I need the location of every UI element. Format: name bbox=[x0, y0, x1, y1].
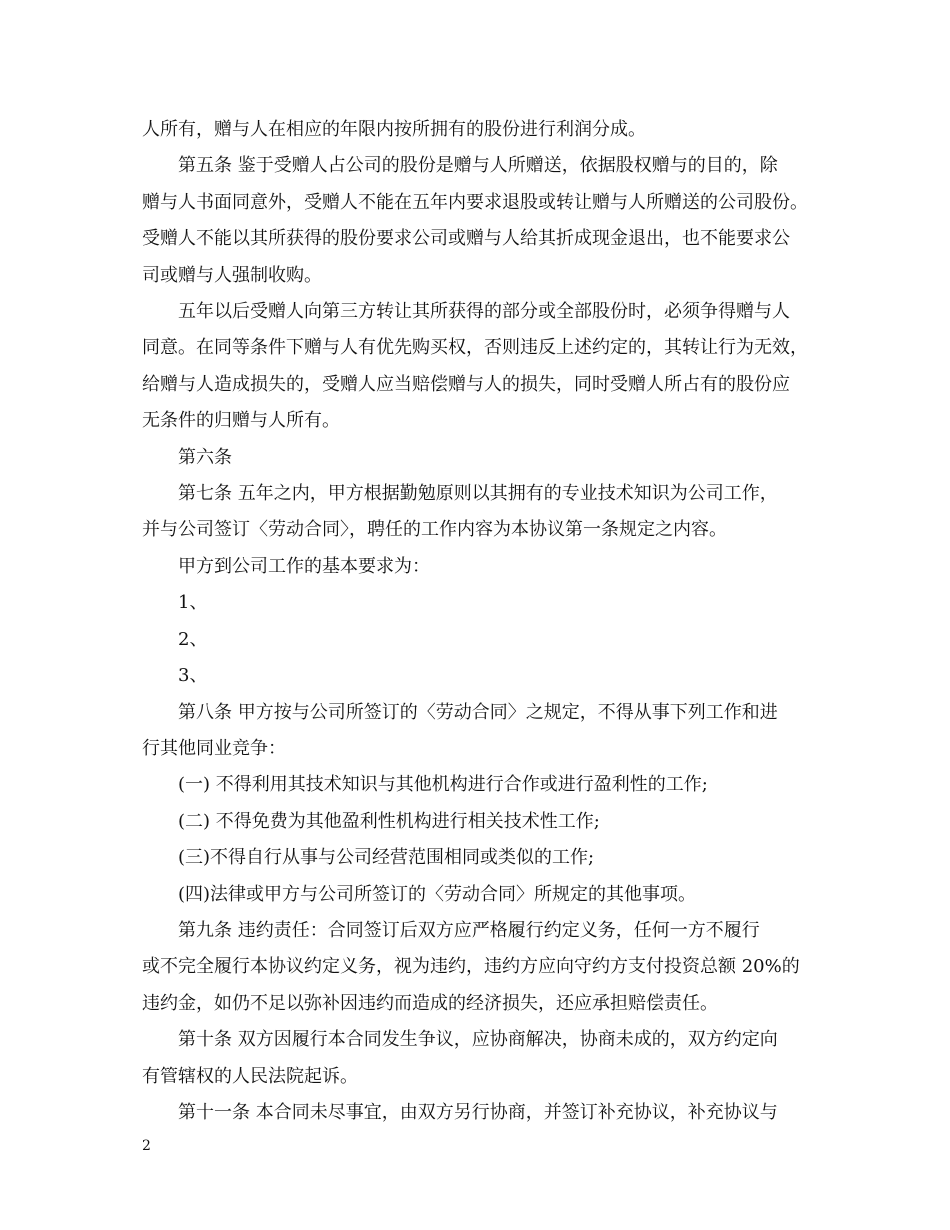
document-body bbox=[142, 112, 814, 1131]
text-line: 司或赠与人强制收购。 bbox=[142, 264, 322, 286]
text-line: 甲方到公司工作的基本要求为： bbox=[142, 555, 430, 577]
text-line: 有管辖权的人民法院起诉。 bbox=[142, 1065, 358, 1087]
text-line: (一) 不得利用其技术知识与其他机构进行合作或进行盈利性的工作; bbox=[142, 774, 708, 796]
text-line: 赠与人书面同意外，受赠人不能在五年内要求退股或转让赠与人所赠送的公司股份。 bbox=[142, 191, 808, 213]
text-line: 五年以后受赠人向第三方转让其所获得的部分或全部股份时，必须争得赠与人 bbox=[142, 301, 790, 323]
text-line: 或不完全履行本协议约定义务，视为违约，违约方应向守约方支付投资总额 20%的 bbox=[142, 956, 800, 978]
text-line: 人所有，赠与人在相应的年限内按所拥有的股份进行利润分成。 bbox=[142, 119, 646, 140]
text-line: 第八条 甲方按与公司所签订的〈劳动合同〉之规定，不得从事下列工作和进 bbox=[142, 701, 778, 723]
text-line: (四)法律或甲方与公司所签订的〈劳动合同〉所规定的其他事项。 bbox=[142, 883, 697, 905]
text-line: 同意。在同等条件下赠与人有优先购买权，否则违反上述约定的，其转让行为无效， bbox=[142, 337, 808, 359]
text-line: 无条件的归赠与人所有。 bbox=[142, 410, 340, 432]
text-line: 第五条 鉴于受赠人占公司的股份是赠与人所赠送，依据股权赠与的目的，除 bbox=[142, 155, 778, 177]
text-line: 行其他同业竞争： bbox=[142, 737, 286, 759]
text-line: 3、 bbox=[142, 665, 208, 687]
text-line: 给赠与人造成损失的，受赠人应当赔偿赠与人的损失，同时受赠人所占有的股份应 bbox=[142, 373, 790, 395]
page-number: 2 bbox=[142, 1138, 151, 1154]
text-line: 受赠人不能以其所获得的股份要求公司或赠与人给其折成现金退出，也不能要求公 bbox=[142, 228, 790, 250]
text-line: 第六条 bbox=[142, 446, 232, 468]
text-line: 违约金，如仍不足以弥补因违约而造成的经济损失，还应承担赔偿责任。 bbox=[142, 992, 718, 1014]
text-line: 第七条 五年之内，甲方根据勤勉原则以其拥有的专业技术知识为公司工作， bbox=[142, 483, 778, 505]
text-line: 2、 bbox=[142, 628, 208, 650]
text-line: 1、 bbox=[142, 592, 208, 614]
text-line: 第十一条 本合同未尽事宜，由双方另行协商，并签订补充协议，补充协议与 bbox=[142, 1101, 778, 1123]
text-line: 第十条 双方因履行本合同发生争议，应协商解决，协商未成的，双方约定向 bbox=[142, 1029, 778, 1051]
text-line: (二) 不得免费为其他盈利性机构进行相关技术性工作; bbox=[142, 810, 600, 832]
text-line: 第九条 违约责任：合同签订后双方应严格履行约定义务，任何一方不履行 bbox=[142, 919, 760, 941]
text-line: 并与公司签订〈劳动合同〉，聘任的工作内容为本协议第一条规定之内容。 bbox=[142, 519, 727, 541]
text-line: (三)不得自行从事与公司经营范围相同或类似的工作; bbox=[142, 847, 595, 869]
